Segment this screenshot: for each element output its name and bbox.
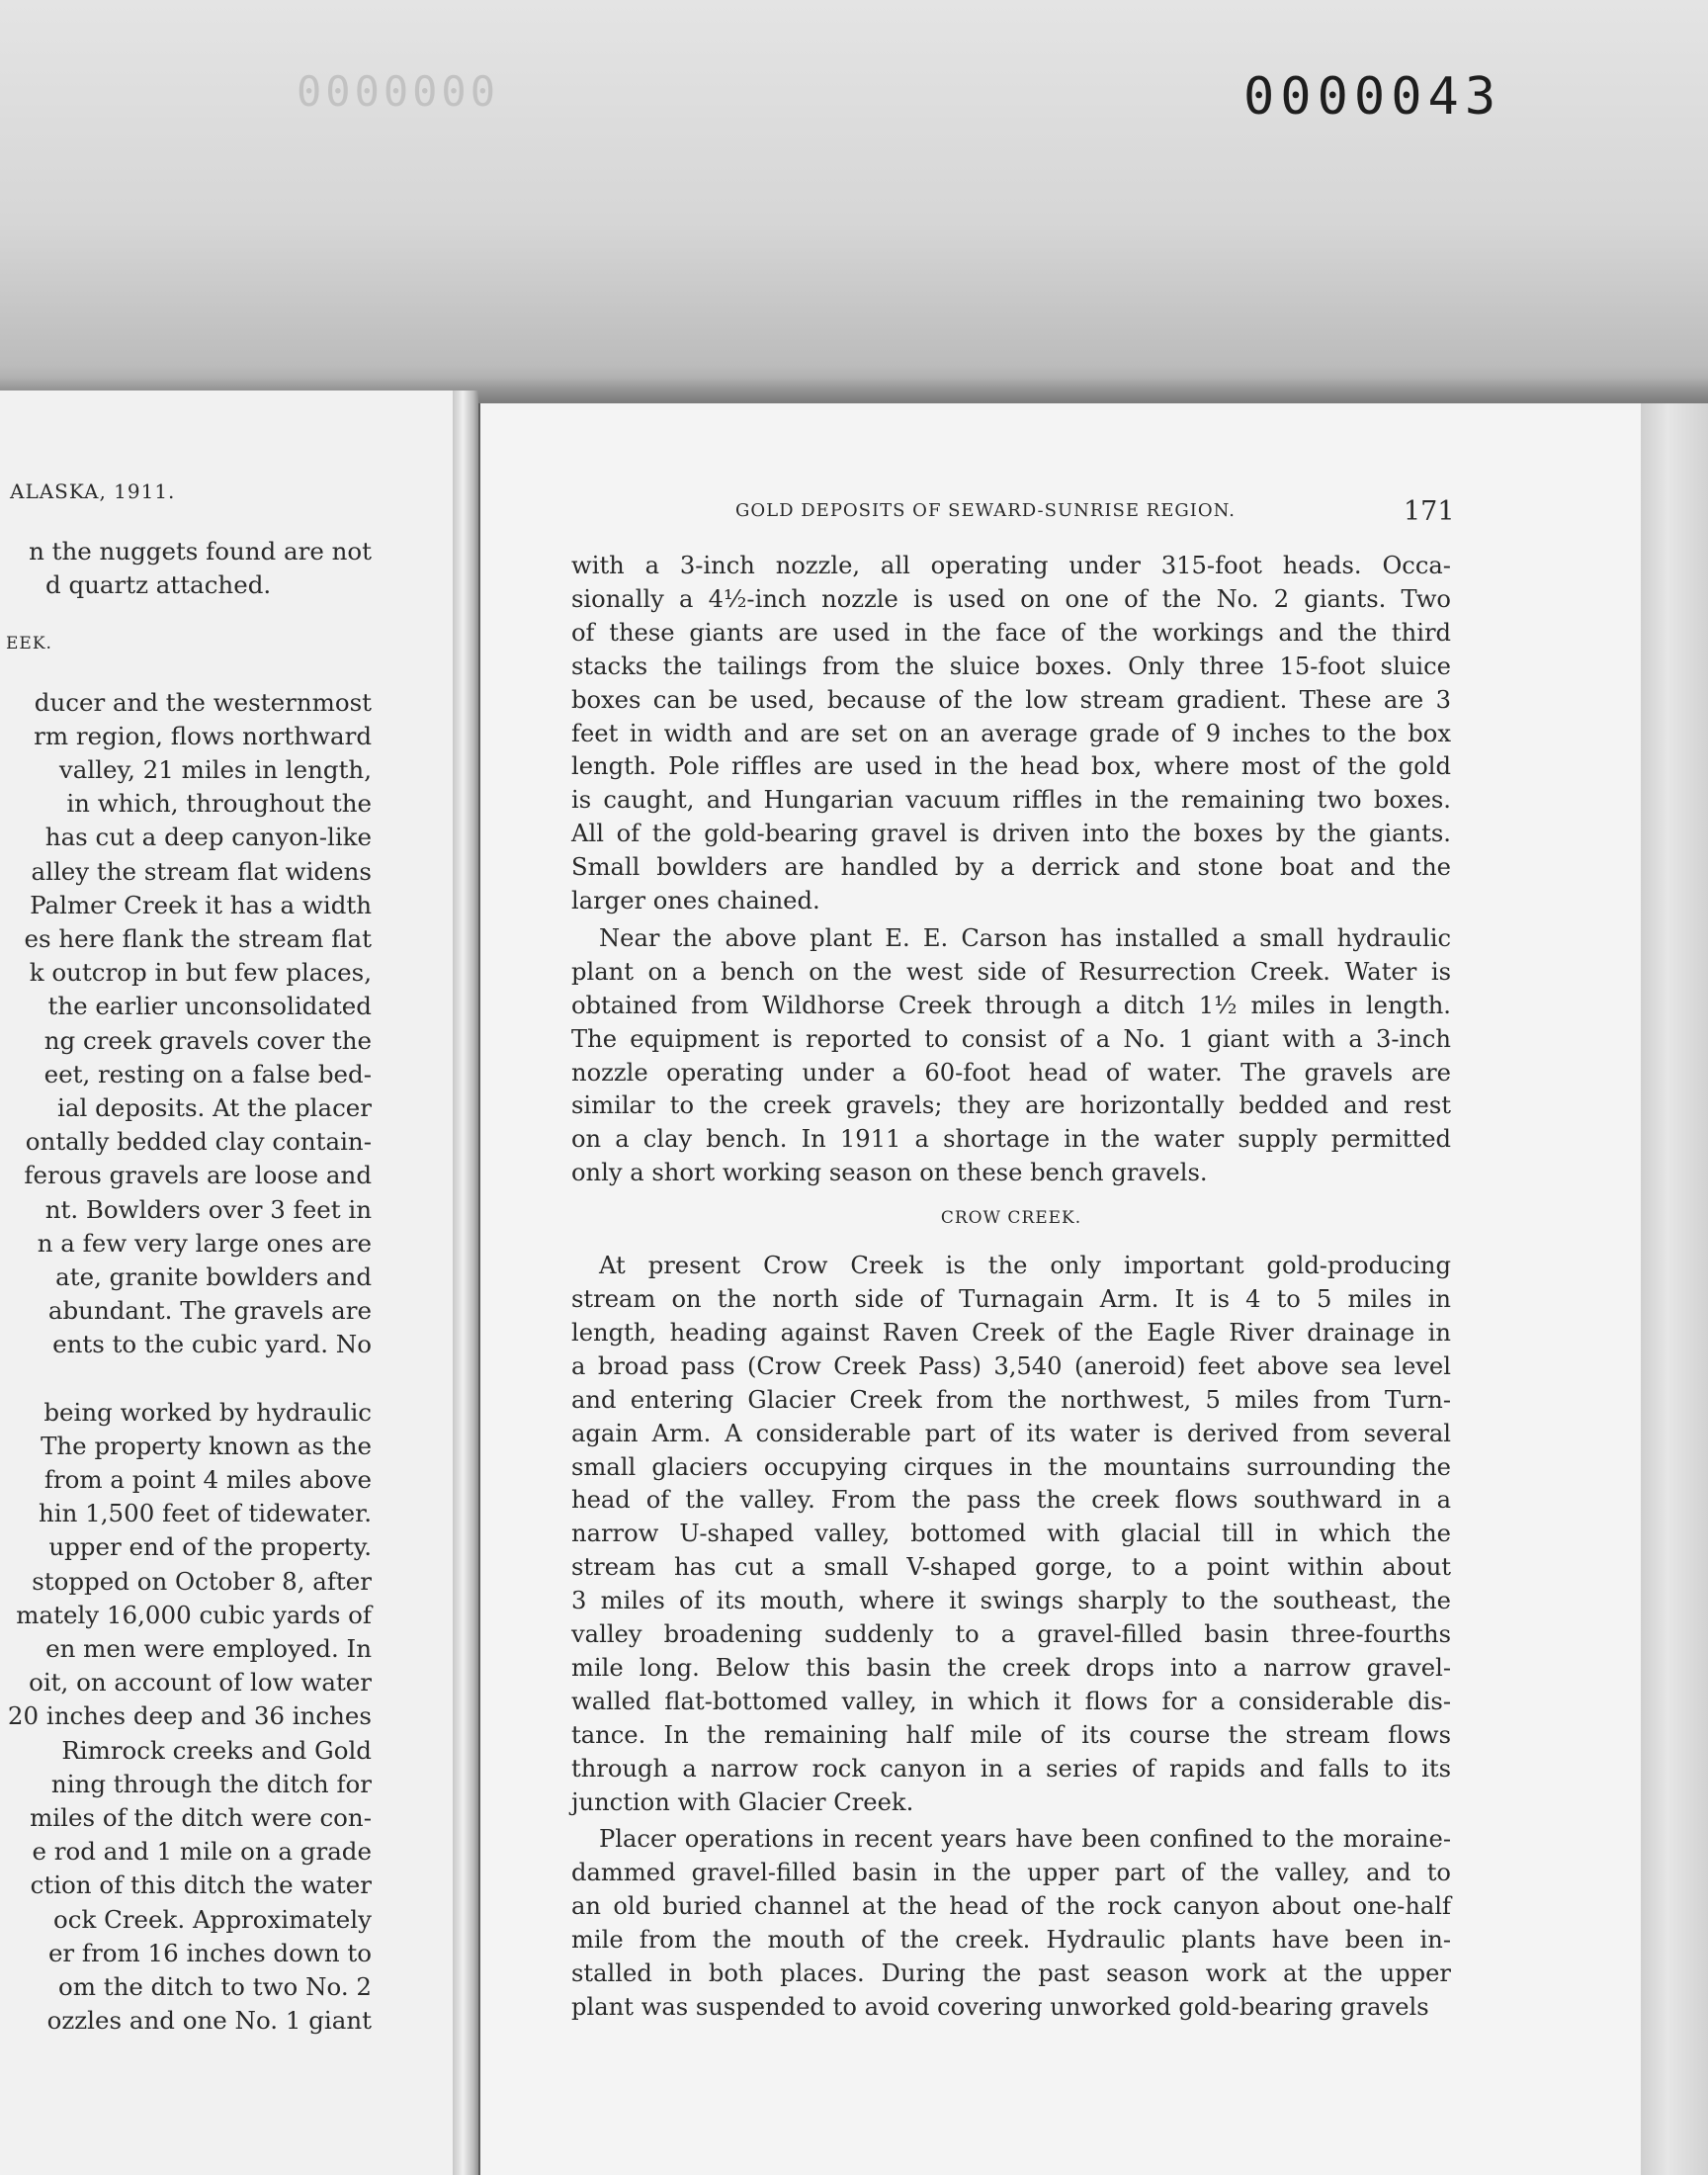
page-number: 171 bbox=[1404, 496, 1455, 527]
left-text-line: 20 inches deep and 36 inches bbox=[7, 1701, 372, 1731]
body-text-line: head of the valley. From the pass the creek flows southward in a bbox=[571, 1486, 1451, 1515]
left-text-line: alley the stream flat widens bbox=[31, 856, 372, 886]
left-text-line: ction of this ditch the water bbox=[30, 1870, 372, 1900]
body-text-line: feet in width and are set on an average grade of 9 inches to the box bbox=[571, 719, 1451, 747]
body-text-line: only a short working season on these bench gravels. bbox=[571, 1159, 1208, 1187]
faint-stamp-number: 0000000 bbox=[297, 67, 500, 116]
body-text-line: valley broadening suddenly to a gravel-filled basin three-fourths bbox=[571, 1620, 1451, 1648]
body-text-line: nozzle operating under a 60-foot head of water. The gravels are bbox=[571, 1058, 1451, 1087]
body-text-line: a broad pass (Crow Creek Pass) 3,540 (aneroid) feet above sea level bbox=[571, 1351, 1451, 1380]
left-text-line: om the ditch to two No. 2 bbox=[58, 1972, 372, 2001]
left-text-line: ial deposits. At the placer bbox=[57, 1093, 372, 1122]
left-text-line: Palmer Creek it has a width bbox=[30, 890, 372, 919]
body-text-line: an old buried channel at the head of the rock canyon about one-half bbox=[571, 1892, 1451, 1921]
left-text-line: being worked by hydraulic bbox=[43, 1397, 372, 1427]
left-text-line: the earlier unconsolidated bbox=[47, 992, 372, 1021]
left-text-line: n a few very large ones are bbox=[37, 1228, 372, 1258]
body-text-line: similar to the creek gravels; they are horizontally bedded and rest bbox=[571, 1091, 1451, 1120]
left-text-line: abundant. The gravels are bbox=[47, 1296, 372, 1326]
body-text-line: larger ones chained. bbox=[571, 887, 820, 914]
body-text-line: stream has cut a small V-shaped gorge, to a point within about bbox=[571, 1553, 1451, 1582]
left-text-line: oit, on account of low water bbox=[29, 1668, 372, 1697]
left-text-line: n the nuggets found are not bbox=[29, 537, 372, 566]
left-text-line: ning through the ditch for bbox=[50, 1769, 372, 1798]
left-text-line: er from 16 inches down to bbox=[47, 1938, 372, 1967]
body-text-line: length. Pole riffles are used in the head box, where most of the gold bbox=[571, 752, 1451, 781]
body-text-line: mile from the mouth of the creek. Hydraulic plants have been in- bbox=[571, 1926, 1451, 1955]
body-text-line: dammed gravel-filled basin in the upper part of the valley, and to bbox=[571, 1859, 1451, 1887]
left-text-line: es here flank the stream flat bbox=[24, 924, 372, 953]
body-text-line: junction with Glacier Creek. bbox=[571, 1787, 914, 1816]
body-text-line: walled flat-bottomed valley, in which it flows for a considerable dis- bbox=[571, 1687, 1451, 1715]
body-text-line: narrow U-shaped valley, bottomed with glacial till in which the bbox=[571, 1520, 1451, 1548]
body-text-line: with a 3-inch nozzle, all operating under 315-foot heads. Occa- bbox=[571, 552, 1451, 579]
body-text-line: tance. In the remaining half mile of its course the stream flows bbox=[571, 1720, 1451, 1749]
right-running-head: GOLD DEPOSITS OF SEWARD-SUNRISE REGION. bbox=[735, 500, 1236, 521]
body-text-line: again Arm. A considerable part of its water is derived from several bbox=[571, 1419, 1451, 1447]
page-edge bbox=[1641, 403, 1708, 2175]
left-text-line: ents to the cubic yard. No bbox=[52, 1330, 372, 1359]
body-text-line: is caught, and Hungarian vacuum riffles in the remaining two boxes. bbox=[571, 786, 1451, 815]
body-text-line: stream on the north side of Turnagain Arm. It is 4 to 5 miles in bbox=[571, 1285, 1451, 1313]
left-text-line: has cut a deep canyon-like bbox=[44, 823, 372, 852]
body-text-line: Small bowlders are handled by a derrick and stone boat and the bbox=[571, 853, 1451, 882]
body-text-line: through a narrow rock canyon in a series of rapids and falls to its bbox=[571, 1754, 1451, 1783]
body-text-line: stalled in both places. During the past season work at the upper bbox=[571, 1959, 1451, 1987]
left-text-line: d quartz attached. bbox=[45, 570, 272, 600]
left-text-line: ozzles and one No. 1 giant bbox=[46, 2006, 372, 2036]
body-text-line: The equipment is reported to consist of a No. 1 giant with a 3-inch bbox=[571, 1024, 1451, 1053]
left-text-line: ock Creek. Approximately bbox=[52, 1904, 372, 1934]
left-text-line: The property known as the bbox=[41, 1431, 372, 1460]
left-page bbox=[0, 391, 455, 2175]
body-text-line: and entering Glacier Creek from the northwest, 5 miles from Turn- bbox=[571, 1385, 1451, 1414]
left-text-line: eet, resting on a false bed- bbox=[43, 1059, 372, 1088]
book-gutter bbox=[453, 391, 478, 2175]
left-text-line: Rimrock creeks and Gold bbox=[61, 1735, 372, 1765]
document-number-stamp: 0000043 bbox=[1243, 67, 1502, 127]
left-text-line: miles of the ditch were con- bbox=[30, 1803, 372, 1832]
body-text-line: stacks the tailings from the sluice boxes. Only three 15-foot sluice bbox=[571, 652, 1451, 680]
left-text-line: ducer and the westernmost bbox=[34, 687, 372, 717]
body-text-line: of these giants are used in the face of the workings and the third bbox=[571, 618, 1451, 647]
left-text-line: rm region, flows northward bbox=[34, 721, 372, 750]
body-text-line: At present Crow Creek is the only important gold-producing bbox=[599, 1252, 1451, 1280]
body-text-line: All of the gold-bearing gravel is driven into the boxes by the giants. bbox=[571, 820, 1451, 848]
left-text-line: ferous gravels are loose and bbox=[24, 1161, 372, 1190]
left-text-line: e rod and 1 mile on a grade bbox=[32, 1837, 372, 1867]
scan-header-area bbox=[0, 0, 1708, 405]
left-text-line: k outcrop in but few places, bbox=[29, 958, 372, 988]
left-running-head: ALASKA, 1911. bbox=[10, 479, 176, 503]
body-text-line: mile long. Below this basin the creek drops into a narrow gravel- bbox=[571, 1653, 1451, 1682]
left-text-line: ng creek gravels cover the bbox=[43, 1025, 372, 1055]
left-text-line: nt. Bowlders over 3 feet in bbox=[44, 1194, 372, 1224]
left-text-line: ate, granite bowlders and bbox=[55, 1262, 372, 1291]
body-text-line: length, heading against Raven Creek of the Eagle River drainage in bbox=[571, 1318, 1451, 1347]
left-text-line: valley, 21 miles in length, bbox=[58, 755, 372, 784]
body-text-line: boxes can be used, because of the low stream gradient. These are 3 bbox=[571, 685, 1451, 714]
body-text-line: Near the above plant E. E. Carson has installed a small hydraulic bbox=[599, 923, 1451, 952]
right-page bbox=[478, 403, 1641, 2175]
body-text-line: plant was suspended to avoid covering unworked gold-bearing gravels bbox=[571, 1992, 1429, 2021]
body-text-line: on a clay bench. In 1911 a shortage in the water supply permitted bbox=[571, 1125, 1451, 1154]
page-fold-line bbox=[478, 403, 480, 2175]
left-text-line: en men were employed. In bbox=[45, 1634, 372, 1663]
left-text-line: stopped on October 8, after bbox=[32, 1566, 372, 1596]
left-text-line: hin 1,500 feet of tidewater. bbox=[38, 1499, 372, 1528]
left-text-line: mately 16,000 cubic yards of bbox=[16, 1600, 372, 1629]
left-text-line: from a point 4 miles above bbox=[43, 1465, 372, 1494]
left-text-line: upper end of the property. bbox=[48, 1532, 372, 1562]
body-text-line: Placer operations in recent years have been confined to the moraine- bbox=[599, 1825, 1451, 1854]
body-text-line: sionally a 4½-inch nozzle is used on one of the No. 2 giants. Two bbox=[571, 584, 1451, 613]
body-text-line: plant on a bench on the west side of Resurrection Creek. Water is bbox=[571, 957, 1451, 986]
left-text-line: in which, throughout the bbox=[66, 789, 372, 819]
body-text-line: small glaciers occupying cirques in the mountains surrounding the bbox=[571, 1452, 1451, 1481]
body-text-line: obtained from Wildhorse Creek through a ditch 1½ miles in length. bbox=[571, 991, 1451, 1019]
left-text-line: EEK. bbox=[6, 634, 52, 654]
body-text-line: 3 miles of its mouth, where it swings sharply to the southeast, the bbox=[571, 1587, 1451, 1615]
left-text-line: ontally bedded clay contain- bbox=[25, 1127, 372, 1157]
section-heading: CROW CREEK. bbox=[940, 1208, 1082, 1229]
